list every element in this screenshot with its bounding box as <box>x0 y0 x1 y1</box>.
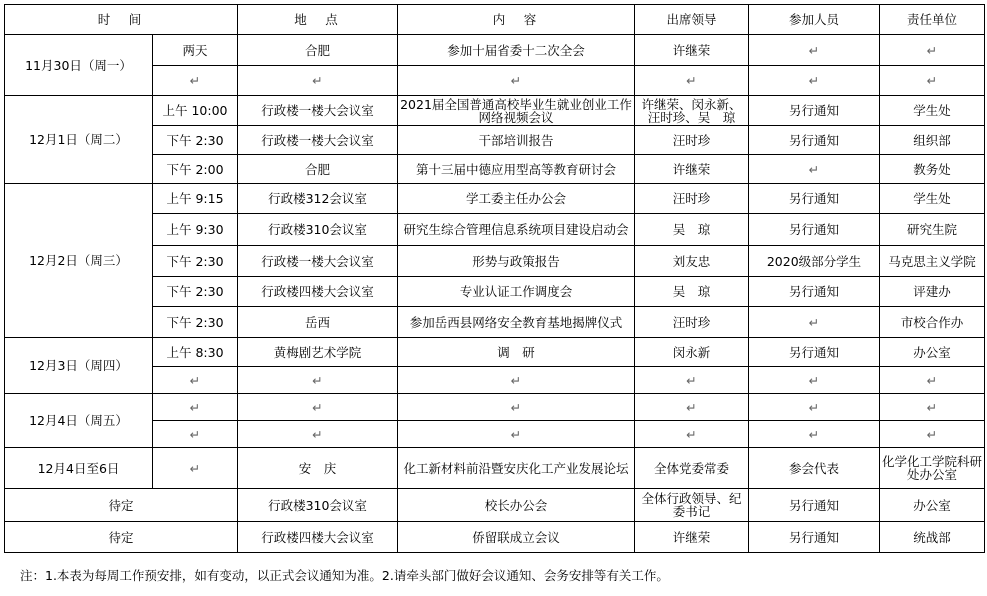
leaders-cell: 汪时珍 <box>635 307 749 338</box>
return-mark: ↵ <box>238 421 398 448</box>
unit-cell: 组织部 <box>880 126 985 155</box>
place-cell: 黄梅剧艺术学院 <box>238 338 398 367</box>
time-cell: 上午 8:30 <box>153 338 238 367</box>
schedule-table <box>4 4 985 553</box>
time-cell: 上午 10:00 <box>153 96 238 126</box>
unit-cell: 化学化工学院科研处办公室 <box>880 448 985 489</box>
unit-cell: 统战部 <box>880 522 985 553</box>
date-cell: 待定 <box>5 522 238 553</box>
leaders-cell: 全体行政领导、纪委书记 <box>635 489 749 522</box>
table-row <box>5 489 985 522</box>
return-mark: ↵ <box>749 66 880 96</box>
date-cell: 12月1日（周二） <box>5 96 153 184</box>
place-cell: 合肥 <box>238 155 398 184</box>
unit-cell: 办公室 <box>880 489 985 522</box>
header-time: 时 间 <box>5 5 238 35</box>
participants-cell: 另行通知 <box>749 338 880 367</box>
unit-cell: 学生处 <box>880 184 985 214</box>
return-mark: ↵ <box>635 421 749 448</box>
return-mark: ↵ <box>238 367 398 394</box>
participants-cell: 另行通知 <box>749 522 880 553</box>
return-mark: ↵ <box>749 155 880 184</box>
header-unit: 责任单位 <box>880 5 985 35</box>
participants-cell: 另行通知 <box>749 126 880 155</box>
participants-cell: 另行通知 <box>749 96 880 126</box>
participants-cell: 另行通知 <box>749 489 880 522</box>
unit-cell: 教务处 <box>880 155 985 184</box>
leaders-cell: 汪时珍 <box>635 184 749 214</box>
time-cell: 下午 2:30 <box>153 246 238 277</box>
return-mark: ↵ <box>749 367 880 394</box>
return-mark: ↵ <box>153 367 238 394</box>
content-cell: 参加十届省委十二次全会 <box>398 35 635 66</box>
content-cell: 第十三届中德应用型高等教育研讨会 <box>398 155 635 184</box>
date-cell: 待定 <box>5 489 238 522</box>
return-mark: ↵ <box>635 66 749 96</box>
footnote: 注：1.本表为每周工作预安排，如有变动，以正式会议通知为准。2.请牵头部门做好会议通知、会务安排等有关工作。 <box>20 568 669 583</box>
place-cell: 行政楼一楼大会议室 <box>238 126 398 155</box>
participants-cell: 参会代表 <box>749 448 880 489</box>
content-cell: 干部培训报告 <box>398 126 635 155</box>
content-cell: 化工新材料前沿暨安庆化工产业发展论坛 <box>398 448 635 489</box>
place-cell: 安 庆 <box>238 448 398 489</box>
participants-cell: 另行通知 <box>749 214 880 246</box>
header-content: 内 容 <box>398 5 635 35</box>
content-cell: 专业认证工作调度会 <box>398 277 635 307</box>
unit-cell: 办公室 <box>880 338 985 367</box>
content-cell: 研究生综合管理信息系统项目建设启动会 <box>398 214 635 246</box>
unit-cell: 评建办 <box>880 277 985 307</box>
content-cell: 调 研 <box>398 338 635 367</box>
place-cell: 合肥 <box>238 35 398 66</box>
return-mark: ↵ <box>749 307 880 338</box>
return-mark: ↵ <box>238 66 398 96</box>
unit-cell: 研究生院 <box>880 214 985 246</box>
date-cell: 12月3日（周四） <box>5 338 153 394</box>
return-mark: ↵ <box>153 448 238 489</box>
content-cell: 2021届全国普通高校毕业生就业创业工作网络视频会议 <box>398 96 635 126</box>
leaders-cell: 全体党委常委 <box>635 448 749 489</box>
participants-cell: 2020级部分学生 <box>749 246 880 277</box>
place-cell: 行政楼一楼大会议室 <box>238 96 398 126</box>
date-cell: 12月2日（周三） <box>5 184 153 338</box>
time-cell: 下午 2:30 <box>153 277 238 307</box>
table-row <box>5 35 985 66</box>
place-cell: 行政楼四楼大会议室 <box>238 522 398 553</box>
place-cell: 行政楼一楼大会议室 <box>238 246 398 277</box>
leaders-cell: 吴 琼 <box>635 214 749 246</box>
leaders-cell: 刘友忠 <box>635 246 749 277</box>
return-mark: ↵ <box>238 394 398 421</box>
return-mark: ↵ <box>749 394 880 421</box>
content-cell: 侨留联成立会议 <box>398 522 635 553</box>
time-cell: 上午 9:15 <box>153 184 238 214</box>
return-mark: ↵ <box>153 394 238 421</box>
table-row <box>5 338 985 367</box>
return-mark: ↵ <box>398 66 635 96</box>
header-participants: 参加人员 <box>749 5 880 35</box>
return-mark: ↵ <box>635 394 749 421</box>
leaders-cell: 许继荣、闵永新、汪时珍、吴 琼 <box>635 96 749 126</box>
place-cell: 岳西 <box>238 307 398 338</box>
participants-cell: 另行通知 <box>749 277 880 307</box>
leaders-cell: 闵永新 <box>635 338 749 367</box>
return-mark: ↵ <box>153 421 238 448</box>
date-cell: 12月4日至6日 <box>5 448 153 489</box>
place-cell: 行政楼310会议室 <box>238 489 398 522</box>
table-row <box>5 522 985 553</box>
time-cell: 两天 <box>153 35 238 66</box>
time-cell: 下午 2:00 <box>153 155 238 184</box>
date-cell: 11月30日（周一） <box>5 35 153 96</box>
leaders-cell: 许继荣 <box>635 155 749 184</box>
return-mark: ↵ <box>635 367 749 394</box>
content-cell: 校长办公会 <box>398 489 635 522</box>
table-row <box>5 448 985 489</box>
date-cell: 12月4日（周五） <box>5 394 153 448</box>
return-mark: ↵ <box>398 394 635 421</box>
return-mark: ↵ <box>880 35 985 66</box>
participants-cell: 另行通知 <box>749 184 880 214</box>
table-row <box>5 96 985 126</box>
leaders-cell: 许继荣 <box>635 522 749 553</box>
header-row <box>5 5 985 35</box>
header-place: 地 点 <box>238 5 398 35</box>
content-cell: 学工委主任办公会 <box>398 184 635 214</box>
content-cell: 形势与政策报告 <box>398 246 635 277</box>
table-row <box>5 184 985 214</box>
return-mark: ↵ <box>153 66 238 96</box>
leaders-cell: 汪时珍 <box>635 126 749 155</box>
leaders-cell: 许继荣 <box>635 35 749 66</box>
time-cell: 下午 2:30 <box>153 307 238 338</box>
unit-cell: 市校合作办 <box>880 307 985 338</box>
return-mark: ↵ <box>398 421 635 448</box>
place-cell: 行政楼四楼大会议室 <box>238 277 398 307</box>
content-cell: 参加岳西县网络安全教育基地揭牌仪式 <box>398 307 635 338</box>
return-mark: ↵ <box>880 394 985 421</box>
header-leaders: 出席领导 <box>635 5 749 35</box>
time-cell: 下午 2:30 <box>153 126 238 155</box>
return-mark: ↵ <box>880 367 985 394</box>
unit-cell: 学生处 <box>880 96 985 126</box>
return-mark: ↵ <box>749 421 880 448</box>
unit-cell: 马克思主义学院 <box>880 246 985 277</box>
return-mark: ↵ <box>398 367 635 394</box>
return-mark: ↵ <box>880 421 985 448</box>
table-row <box>5 394 985 421</box>
return-mark: ↵ <box>880 66 985 96</box>
place-cell: 行政楼312会议室 <box>238 184 398 214</box>
return-mark: ↵ <box>749 35 880 66</box>
place-cell: 行政楼310会议室 <box>238 214 398 246</box>
leaders-cell: 吴 琼 <box>635 277 749 307</box>
time-cell: 上午 9:30 <box>153 214 238 246</box>
